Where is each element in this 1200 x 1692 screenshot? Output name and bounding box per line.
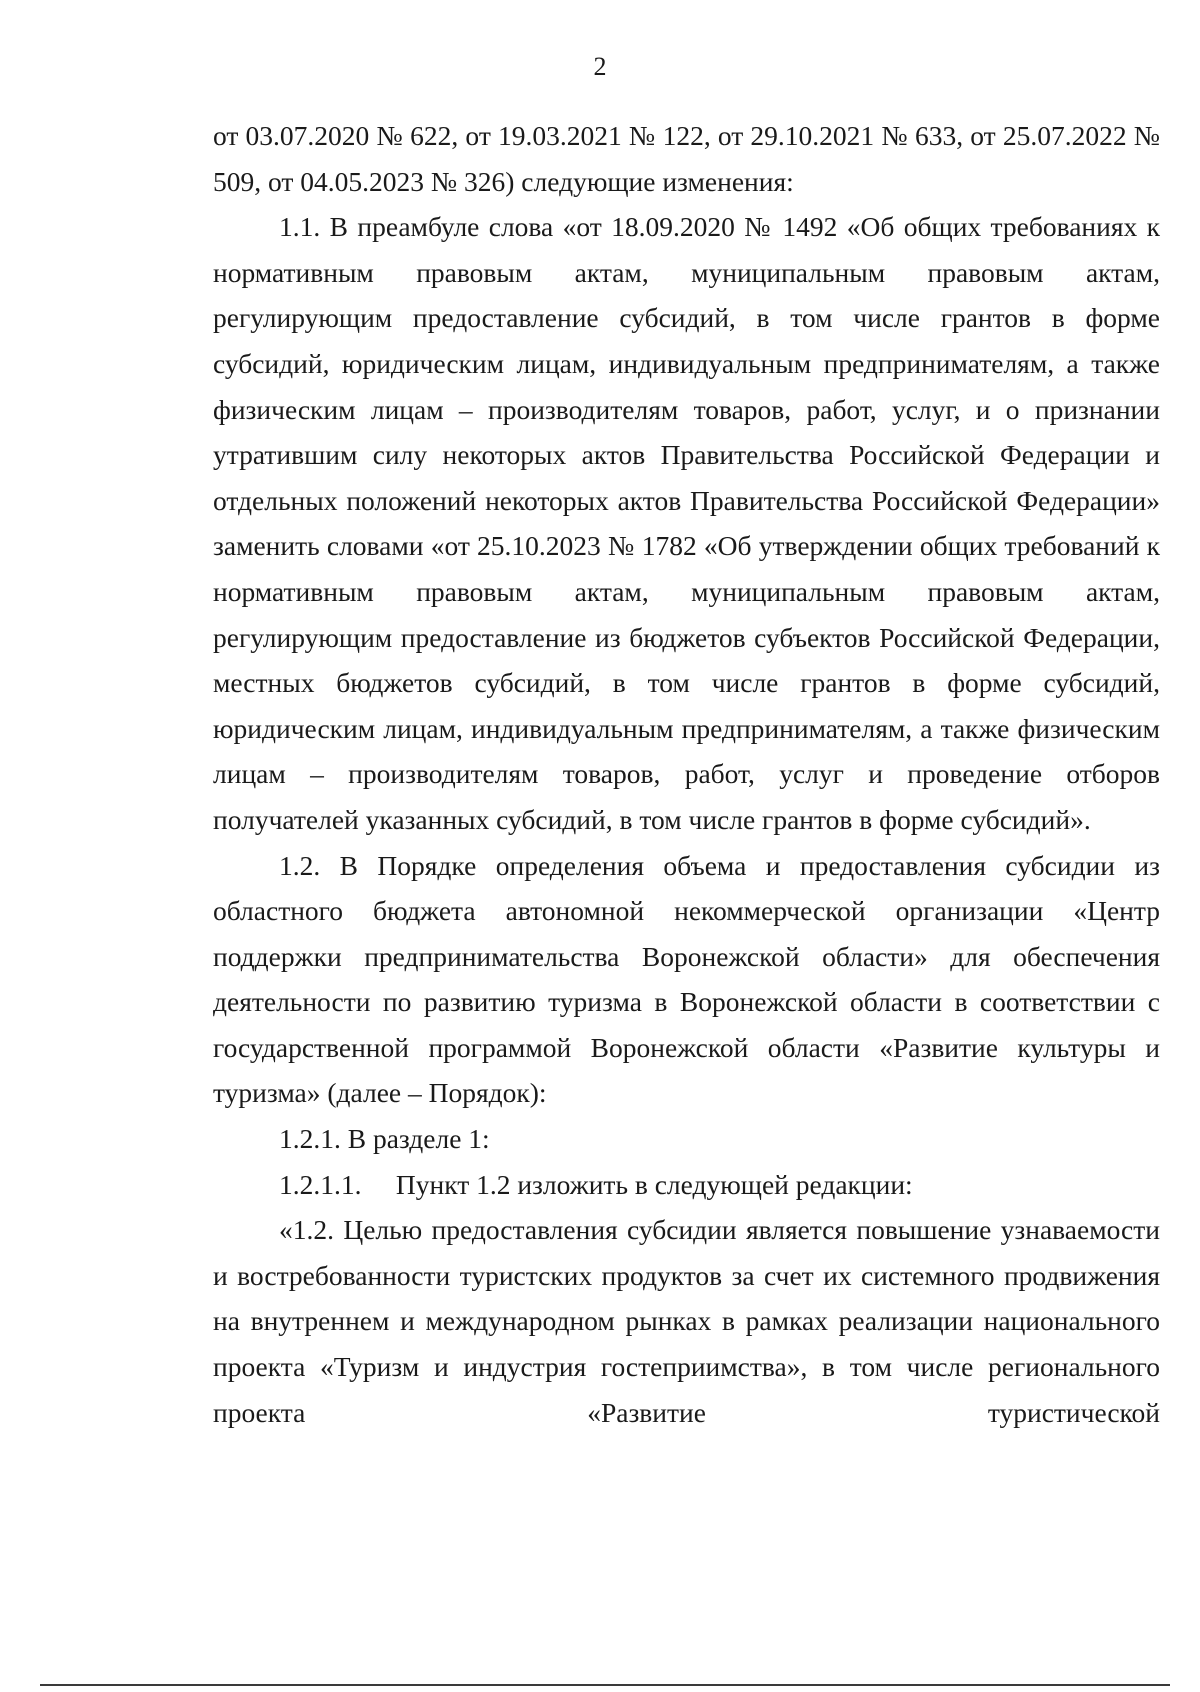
paragraph-amendments-list: от 03.07.2020 № 622, от 19.03.2021 № 122, от 29.10.2021 № 633, от 25.07.2022 № 509, от 04.05.2023 № 326) следующие изменения: [213,120,1160,197]
paragraph-1-2-1: 1.2.1. В разделе 1: [279,1123,490,1155]
paragraph-1-2: 1.2. В Порядке определения объема и предоставления субсидии из областного бюджета автономной некоммерческой организации «Центр поддержки предпринимательства Воронежской области» для обеспечения деятельности по развитию туризма в Воронежской области в соответствии с государственной программой Воронежской области «Развитие культуры и туризма» (далее – Порядок): [213,849,1160,1109]
paragraph-quoted-1-2: «1.2. Целью предоставления субсидии является повышение узнаваемости и востребованности туристских продуктов за счет их системного продвижения на внутреннем и международном рынках в рамках реализации национального проекта «Туризм и индустрия гостеприимства», в том числе регионального проекта «Развитие туристической [213,1214,1160,1428]
bottom-rule [40,1684,1170,1686]
paragraph-1-2-1-1: 1.2.1.1. Пункт 1.2 изложить в следующей редакции: [279,1168,913,1200]
paragraph-1-1: 1.1. В преамбуле слова «от 18.09.2020 № 1492 «Об общих требованиях к нормативным правовым актам, муниципальным правовым актам, регулирующим предоставление субсидий, в том числе грантов в форме субсидий, юридическим лицам, индивидуальным предпринимателям, а также физическим лицам – производителям товаров, работ, услуг, и о признании утратившим силу некоторых актов Правительства Российской Федерации и отдельных положений некоторых актов Правительства Российской Федерации» заменить словами «от 25.10.2023 № 1782 «Об утверждении общих требований к нормативным правовым актам, муниципальным правовым актам, регулирующим предоставление из бюджетов субъектов Российской Федерации, местных бюджетов субсидий, в том числе грантов в форме субсидий, юридическим лицам, индивидуальным предпринимателям, а также физическим лицам – производителям товаров, работ, услуг и проведение отборов получателей указанных субсидий, в том числе грантов в форме субсидий». [213,211,1160,835]
page-number: 2 [593,52,607,81]
document-body [213,113,1160,1435]
